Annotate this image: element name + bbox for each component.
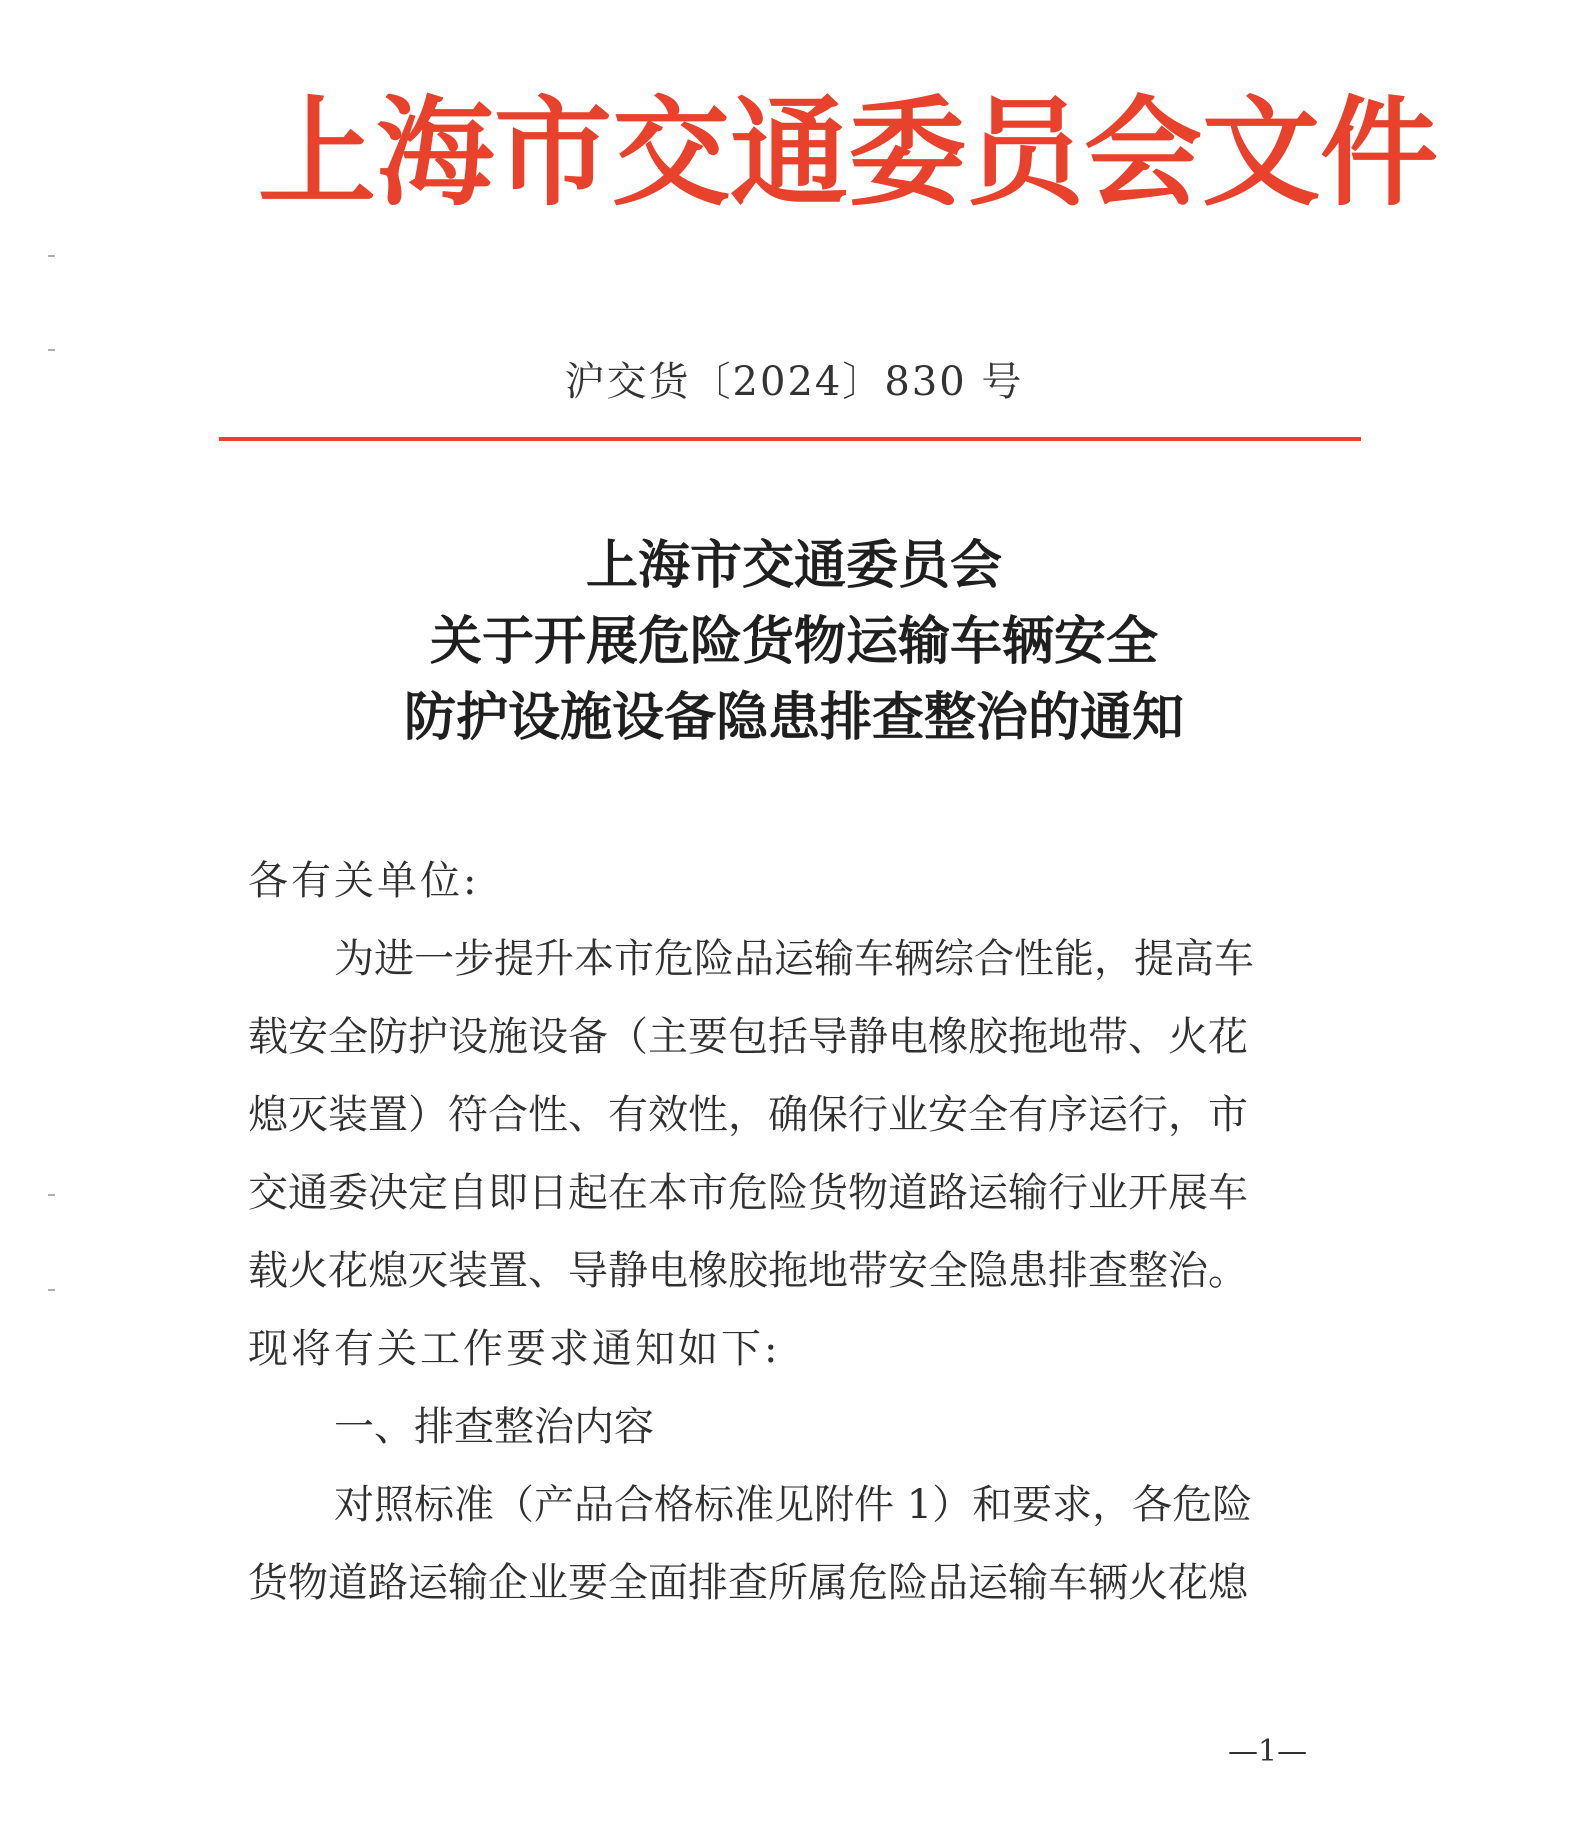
issuer-header <box>258 83 1439 222</box>
title-line: 防护设施设备隐患排查整治的通知 <box>403 688 1184 748</box>
issuer-char: 员 <box>966 83 1085 222</box>
title-line: 关于开展危险货物运输车辆安全 <box>429 612 1158 672</box>
paragraph-line: 现将有关工作要求通知如下: <box>248 1326 781 1372</box>
issuer-char: 件 <box>1320 83 1439 222</box>
paragraph-line: 货物道路运输企业要全面排查所属危险品运输车辆火花熄 <box>248 1560 1248 1606</box>
issuer-char: 会 <box>1084 83 1203 222</box>
margin-tick <box>48 1194 55 1196</box>
page-number: —1— <box>1228 1734 1308 1769</box>
title-line: 上海市交通委员会 <box>585 536 1002 596</box>
paragraph-line: 载安全防护设施设备（主要包括导静电橡胶拖地带、火花 <box>248 1014 1248 1060</box>
issuer-char: 委 <box>848 83 967 222</box>
paragraph-line: 为进一步提升本市危险品运输车辆综合性能，提高车 <box>334 936 1254 982</box>
issuer-char: 海 <box>376 83 495 222</box>
paragraph-line: 载火花熄灭装置、导静电橡胶拖地带安全隐患排查整治。 <box>248 1248 1248 1294</box>
document-number: 沪交货〔2024〕830 号 <box>564 359 1024 405</box>
paragraph-line: 对照标准（产品合格标准见附件 1）和要求，各危险 <box>334 1482 1253 1528</box>
red-divider-rule <box>219 437 1361 441</box>
issuer-char: 市 <box>494 83 613 222</box>
margin-tick <box>48 1289 55 1291</box>
issuer-char: 交 <box>612 83 731 222</box>
margin-tick <box>48 255 55 257</box>
section-heading: 一、排查整治内容 <box>334 1404 654 1450</box>
document-title <box>0 528 1588 756</box>
paragraph-line: 熄灭装置）符合性、有效性，确保行业安全有序运行，市 <box>248 1092 1248 1138</box>
issuer-char: 文 <box>1202 83 1321 222</box>
issuer-char: 上 <box>258 83 377 222</box>
issuer-char: 通 <box>730 83 849 222</box>
salutation: 各有关单位: <box>248 858 480 904</box>
document-body <box>248 842 1320 1622</box>
paragraph-line: 交通委决定自即日起在本市危险货物道路运输行业开展车 <box>248 1170 1248 1216</box>
